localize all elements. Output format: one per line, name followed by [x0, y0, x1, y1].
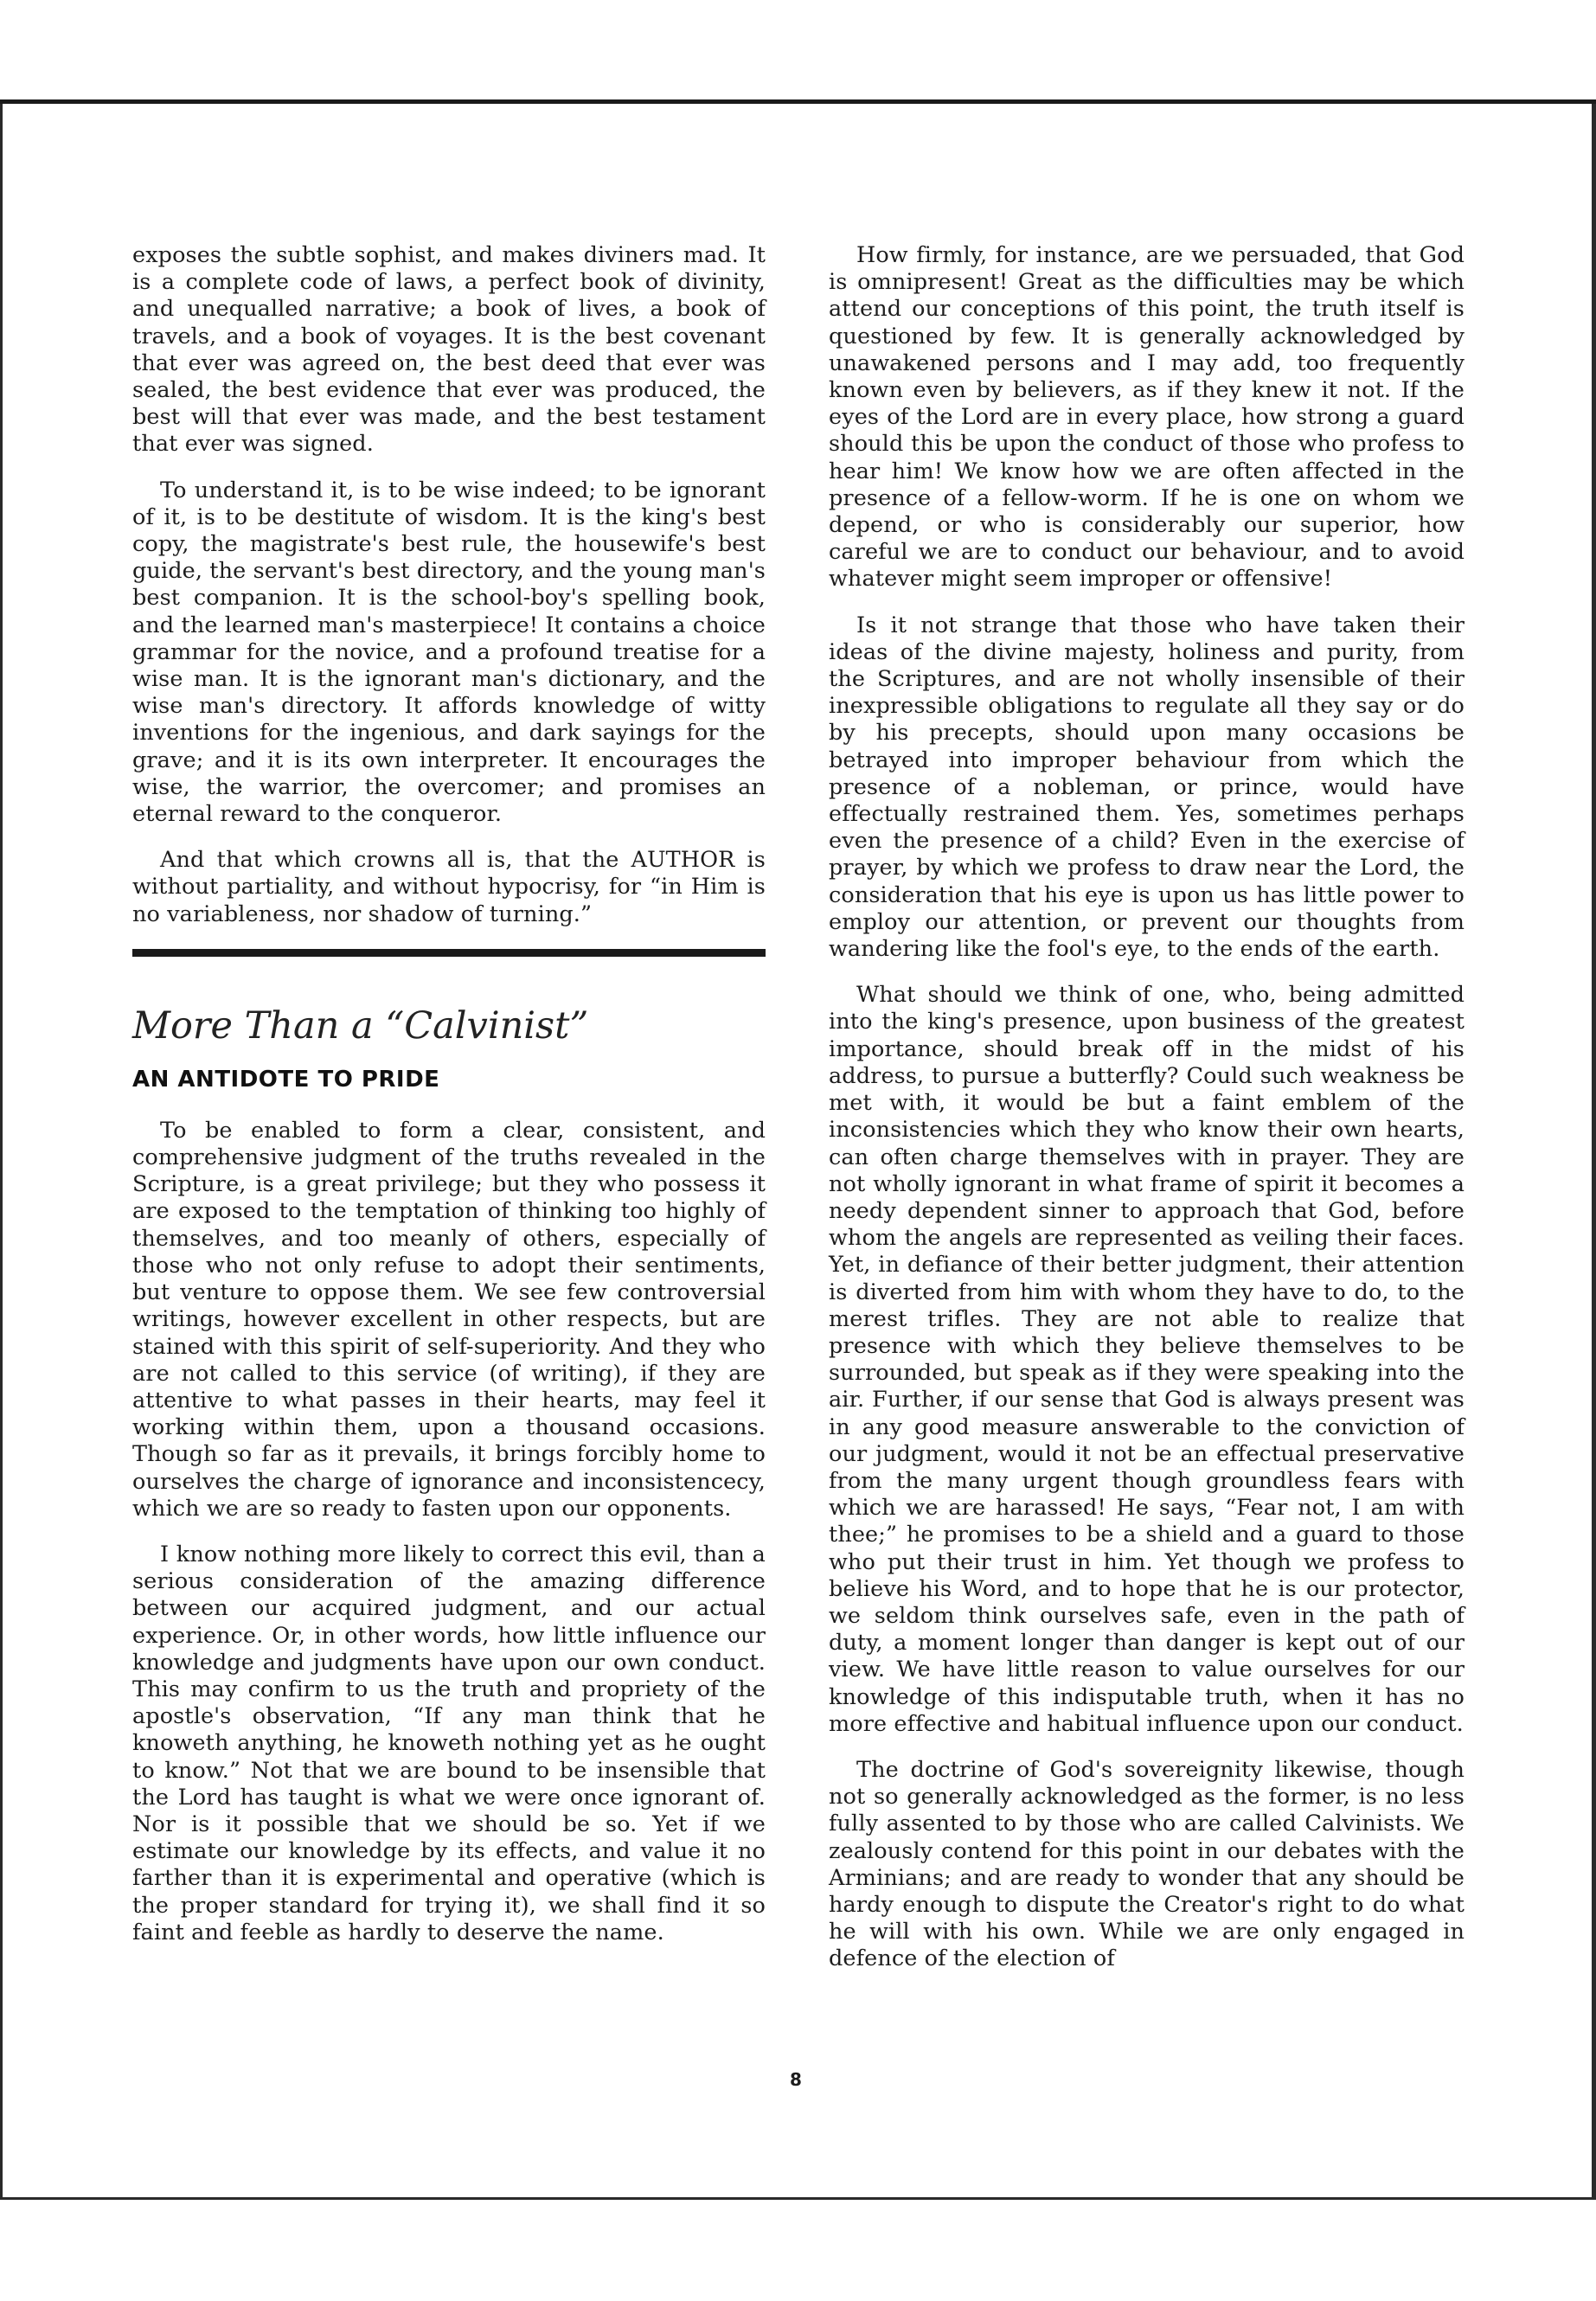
section-title: More Than a “Calvinist”: [132, 1003, 589, 1048]
paragraph: To be enabled to form a clear, consistent, and comprehensive judgment of the truths revealed in the Scripture, is a great privilege; but they who possess it are exposed to the temptation of thinking too highly of themselves, and too meanly of others, especially of those who not only refuse to adopt their sentiments, but venture to oppose them. We see few controversial writings, however excellent in other respects, but are stained with this spirit of self-superiority. And they who are not called to this service (of writing), if they are attentive to what passes in their hearts, may feel it working within them, upon a thousand occasions. Though so far as it prevails, it brings forcibly home to ourselves the charge of ignorance and inconsistencecy, which we are so ready to fasten upon our opponents.: [132, 1117, 766, 1522]
page-number: 8: [790, 2069, 802, 2090]
page-left-border: [0, 104, 3, 2197]
paragraph: The doctrine of God's sovereignity likewise, though not so generally acknowledged as the former, is no less fully assented to by those who are called Calvinists. We zealously contend for this point in our debates with the Arminians; and are ready to wonder that any should be hardy enough to dispute the Creator's right to do what he will with his own. While we are only engaged in defence of the election of: [829, 1756, 1465, 1972]
section-subtitle: AN ANTIDOTE TO PRIDE: [132, 1066, 440, 1093]
paragraph: What should we think of one, who, being admitted into the king's presence, upon business of the greatest importance, should break off in the midst of his address, to pursue a butterfly? Could such weakness be met with, it would be but a faint emblem of the inconsistencies which they who know their own hearts, can often charge themselves with in prayer. They are not wholly ignorant in what frame of spirit it becomes a needy dependent sinner to approach that God, before whom the angels are represented as veiling their faces. Yet, in defiance of their better judgment, their attention is diverted from him with whom they have to do, to the merest trifles. They are not able to realize that presence with which they believe themselves to be surrounded, but speak as if they were speaking into the air. Further, if our sense that God is always present was in any good measure answerable to the conviction of our judgment, would it not be an effectual preservative from the many urgent though groundless fears with which we are harassed! He says, “Fear not, I am with thee;” he promises to be a shield and a guard to those who put their trust in him. Yet though we profess to believe his Word, and to hope that he is our protector, we seldom think ourselves safe, even in the path of duty, a moment longer than danger is kept out of our view. We have little reason to value ourselves for our knowledge of this indisputable truth, when it has no more effective and habitual influence upon our conduct.: [829, 982, 1465, 1737]
paragraph: I know nothing more likely to correct this evil, than a serious consideration of the amazing difference between our acquired judgment, and our actual experience. Or, in other words, how little influence our knowledge and judgments have upon our own conduct. This may confirm to us the truth and propriety of the apostle's observation, “If any man think that he knoweth anything, he knoweth nothing yet as he ought to know.” Not that we are bound to be insensible that the Lord has taught is what we were once ignorant of. Nor is it possible that we should be so. Yet if we estimate our knowledge by its effects, and value it no farther than it is experimental and operative (which is the proper standard for trying it), we shall find it so faint and feeble as hardly to deserve the name.: [132, 1541, 766, 1945]
paragraph: exposes the subtle sophist, and makes diviners mad. It is a complete code of laws, a perfect book of divinity, and unequalled narrative; a book of lives, a book of travels, and a book of voyages. It is the best covenant that ever was agreed on, the best deed that ever was sealed, the best evidence that ever was produced, the best will that ever was made, and the best testament that ever was signed.: [132, 242, 766, 458]
page-top-border: [0, 99, 1596, 104]
paragraph: To understand it, is to be wise indeed; to be ignorant of it, is to be destitute of wisdom. It is the king's best copy, the magistrate's best rule, the housewife's best guide, the servant's best directory, and the young man's best companion. It is the school-boy's spelling book, and the learned man's masterpiece! It contains a choice grammar for the novice, and a profound treatise for a wise man. It is the ignorant man's dictionary, and the wise man's directory. It affords knowledge of witty inventions for the ingenious, and dark sayings for the grave; and it is its own interpreter. It encourages the wise, the warrior, the overcomer; and promises an eternal reward to the conqueror.: [132, 477, 766, 828]
paragraph: How firmly, for instance, are we persuaded, that God is omnipresent! Great as the difficulties may be which attend our conceptions of this point, the truth itself is questioned by few. It is generally acknowledged by unawakened persons and I may add, too frequently known even by believers, as if they knew it not. If the eyes of the Lord are in every place, how strong a guard should this be upon the conduct of those who profess to hear him! We know how we are often affected in the presence of a fellow-worm. If he is one on whom we depend, or who is considerably our superior, how careful we are to conduct our behaviour, and to avoid whatever might seem improper or offensive!: [829, 242, 1465, 593]
left-column: [132, 242, 766, 1965]
right-column: [829, 242, 1465, 1992]
page-bottom-border: [0, 2197, 1596, 2200]
section-divider: [132, 949, 766, 957]
paragraph: And that which crowns all is, that the AUTHOR is without partiality, and without hypocrisy, for “in Him is no variableness, nor shadow of turning.”: [132, 847, 766, 927]
page-right-border: [1592, 104, 1596, 2197]
paragraph: Is it not strange that those who have taken their ideas of the divine majesty, holiness and purity, from the Scriptures, and are not wholly insensible of their inexpressible obligations to regulate all they say or do by his precepts, should upon many occasions be betrayed into improper behaviour from which the presence of a nobleman, or prince, would have effectually restrained them. Yes, sometimes perhaps even the presence of a child? Even in the exercise of prayer, by which we profess to draw near the Lord, the consideration that his eye is upon us has little power to employ our attention, or prevent our thoughts from wandering like the fool's eye, to the ends of the earth.: [829, 612, 1465, 963]
